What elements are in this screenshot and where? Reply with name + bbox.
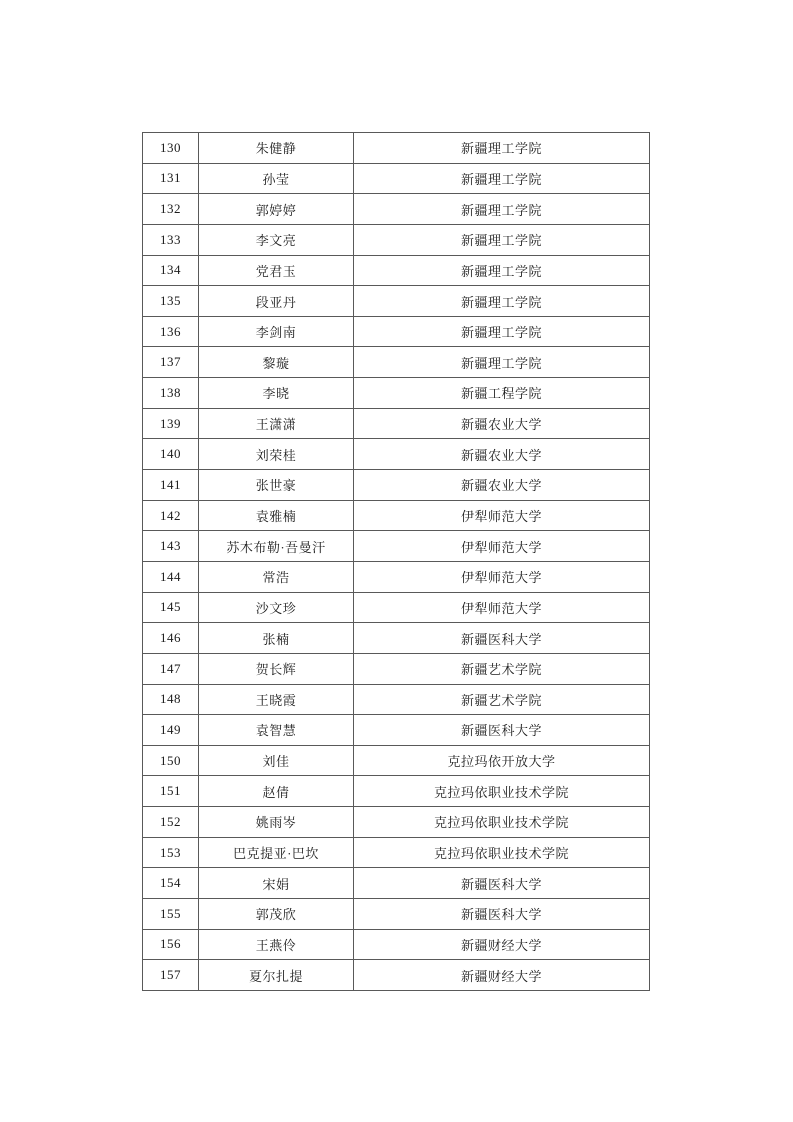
table-row [143,439,650,470]
institution-cell: 新疆理工学院 [354,316,650,347]
person-name-cell: 赵倩 [199,776,354,807]
person-name-cell: 袁雅楠 [199,500,354,531]
row-number-cell: 150 [143,745,199,776]
row-number-cell: 144 [143,561,199,592]
person-name-cell: 孙莹 [199,163,354,194]
table-row [143,899,650,930]
institution-cell: 新疆医科大学 [354,899,650,930]
institution-cell: 新疆医科大学 [354,623,650,654]
person-name-cell: 黎璇 [199,347,354,378]
person-name-cell: 常浩 [199,561,354,592]
person-name-cell: 朱健静 [199,133,354,164]
person-name-cell: 贺长辉 [199,653,354,684]
person-name-cell: 王晓霞 [199,684,354,715]
table-row [143,316,650,347]
table-row [143,745,650,776]
person-name-cell: 刘佳 [199,745,354,776]
person-name-cell: 郭茂欣 [199,899,354,930]
institution-cell: 新疆财经大学 [354,929,650,960]
person-name-cell: 姚雨岑 [199,807,354,838]
row-number-cell: 146 [143,623,199,654]
table-row [143,960,650,991]
table-row [143,929,650,960]
person-name-cell: 巴克提亚·巴坎 [199,837,354,868]
row-number-cell: 152 [143,807,199,838]
person-name-cell: 夏尔扎提 [199,960,354,991]
person-name-cell: 张世豪 [199,470,354,501]
table-row [143,776,650,807]
row-number-cell: 132 [143,194,199,225]
table-row [143,286,650,317]
roster-table [142,132,650,991]
table-row [143,592,650,623]
person-name-cell: 王燕伶 [199,929,354,960]
row-number-cell: 142 [143,500,199,531]
row-number-cell: 148 [143,684,199,715]
table-row [143,623,650,654]
institution-cell: 新疆艺术学院 [354,653,650,684]
row-number-cell: 147 [143,653,199,684]
institution-cell: 新疆理工学院 [354,224,650,255]
person-name-cell: 刘荣桂 [199,439,354,470]
institution-cell: 新疆医科大学 [354,715,650,746]
person-name-cell: 段亚丹 [199,286,354,317]
institution-cell: 新疆财经大学 [354,960,650,991]
table-row [143,868,650,899]
table-row [143,378,650,409]
table-row [143,347,650,378]
institution-cell: 新疆农业大学 [354,470,650,501]
institution-cell: 新疆医科大学 [354,868,650,899]
table-row [143,163,650,194]
row-number-cell: 133 [143,224,199,255]
table-row [143,255,650,286]
institution-cell: 克拉玛依职业技术学院 [354,837,650,868]
row-number-cell: 139 [143,408,199,439]
row-number-cell: 151 [143,776,199,807]
row-number-cell: 137 [143,347,199,378]
person-name-cell: 袁智慧 [199,715,354,746]
person-name-cell: 李晓 [199,378,354,409]
person-name-cell: 李文亮 [199,224,354,255]
row-number-cell: 143 [143,531,199,562]
row-number-cell: 153 [143,837,199,868]
table-row [143,194,650,225]
institution-cell: 新疆理工学院 [354,347,650,378]
table-row [143,224,650,255]
person-name-cell: 张楠 [199,623,354,654]
institution-cell: 新疆理工学院 [354,163,650,194]
institution-cell: 新疆工程学院 [354,378,650,409]
table-row [143,133,650,164]
institution-cell: 伊犁师范大学 [354,531,650,562]
roster-body [143,133,650,991]
institution-cell: 克拉玛依职业技术学院 [354,807,650,838]
row-number-cell: 136 [143,316,199,347]
institution-cell: 伊犁师范大学 [354,592,650,623]
institution-cell: 新疆农业大学 [354,439,650,470]
table-row [143,837,650,868]
table-row [143,684,650,715]
table-row [143,500,650,531]
table-row [143,653,650,684]
row-number-cell: 138 [143,378,199,409]
row-number-cell: 149 [143,715,199,746]
row-number-cell: 157 [143,960,199,991]
institution-cell: 新疆理工学院 [354,133,650,164]
row-number-cell: 156 [143,929,199,960]
person-name-cell: 王潇潇 [199,408,354,439]
institution-cell: 克拉玛依开放大学 [354,745,650,776]
row-number-cell: 154 [143,868,199,899]
institution-cell: 新疆农业大学 [354,408,650,439]
person-name-cell: 苏木布勒·吾曼汗 [199,531,354,562]
row-number-cell: 155 [143,899,199,930]
table-row [143,531,650,562]
row-number-cell: 140 [143,439,199,470]
table-row [143,470,650,501]
institution-cell: 伊犁师范大学 [354,500,650,531]
institution-cell: 新疆理工学院 [354,286,650,317]
row-number-cell: 145 [143,592,199,623]
institution-cell: 克拉玛依职业技术学院 [354,776,650,807]
row-number-cell: 141 [143,470,199,501]
row-number-cell: 134 [143,255,199,286]
table-row [143,715,650,746]
row-number-cell: 130 [143,133,199,164]
institution-cell: 新疆理工学院 [354,194,650,225]
person-name-cell: 宋娟 [199,868,354,899]
person-name-cell: 党君玉 [199,255,354,286]
person-name-cell: 沙文珍 [199,592,354,623]
institution-cell: 新疆理工学院 [354,255,650,286]
institution-cell: 新疆艺术学院 [354,684,650,715]
table-row [143,408,650,439]
person-name-cell: 郭婷婷 [199,194,354,225]
row-number-cell: 131 [143,163,199,194]
table-row [143,561,650,592]
person-name-cell: 李剑南 [199,316,354,347]
institution-cell: 伊犁师范大学 [354,561,650,592]
table-row [143,807,650,838]
row-number-cell: 135 [143,286,199,317]
